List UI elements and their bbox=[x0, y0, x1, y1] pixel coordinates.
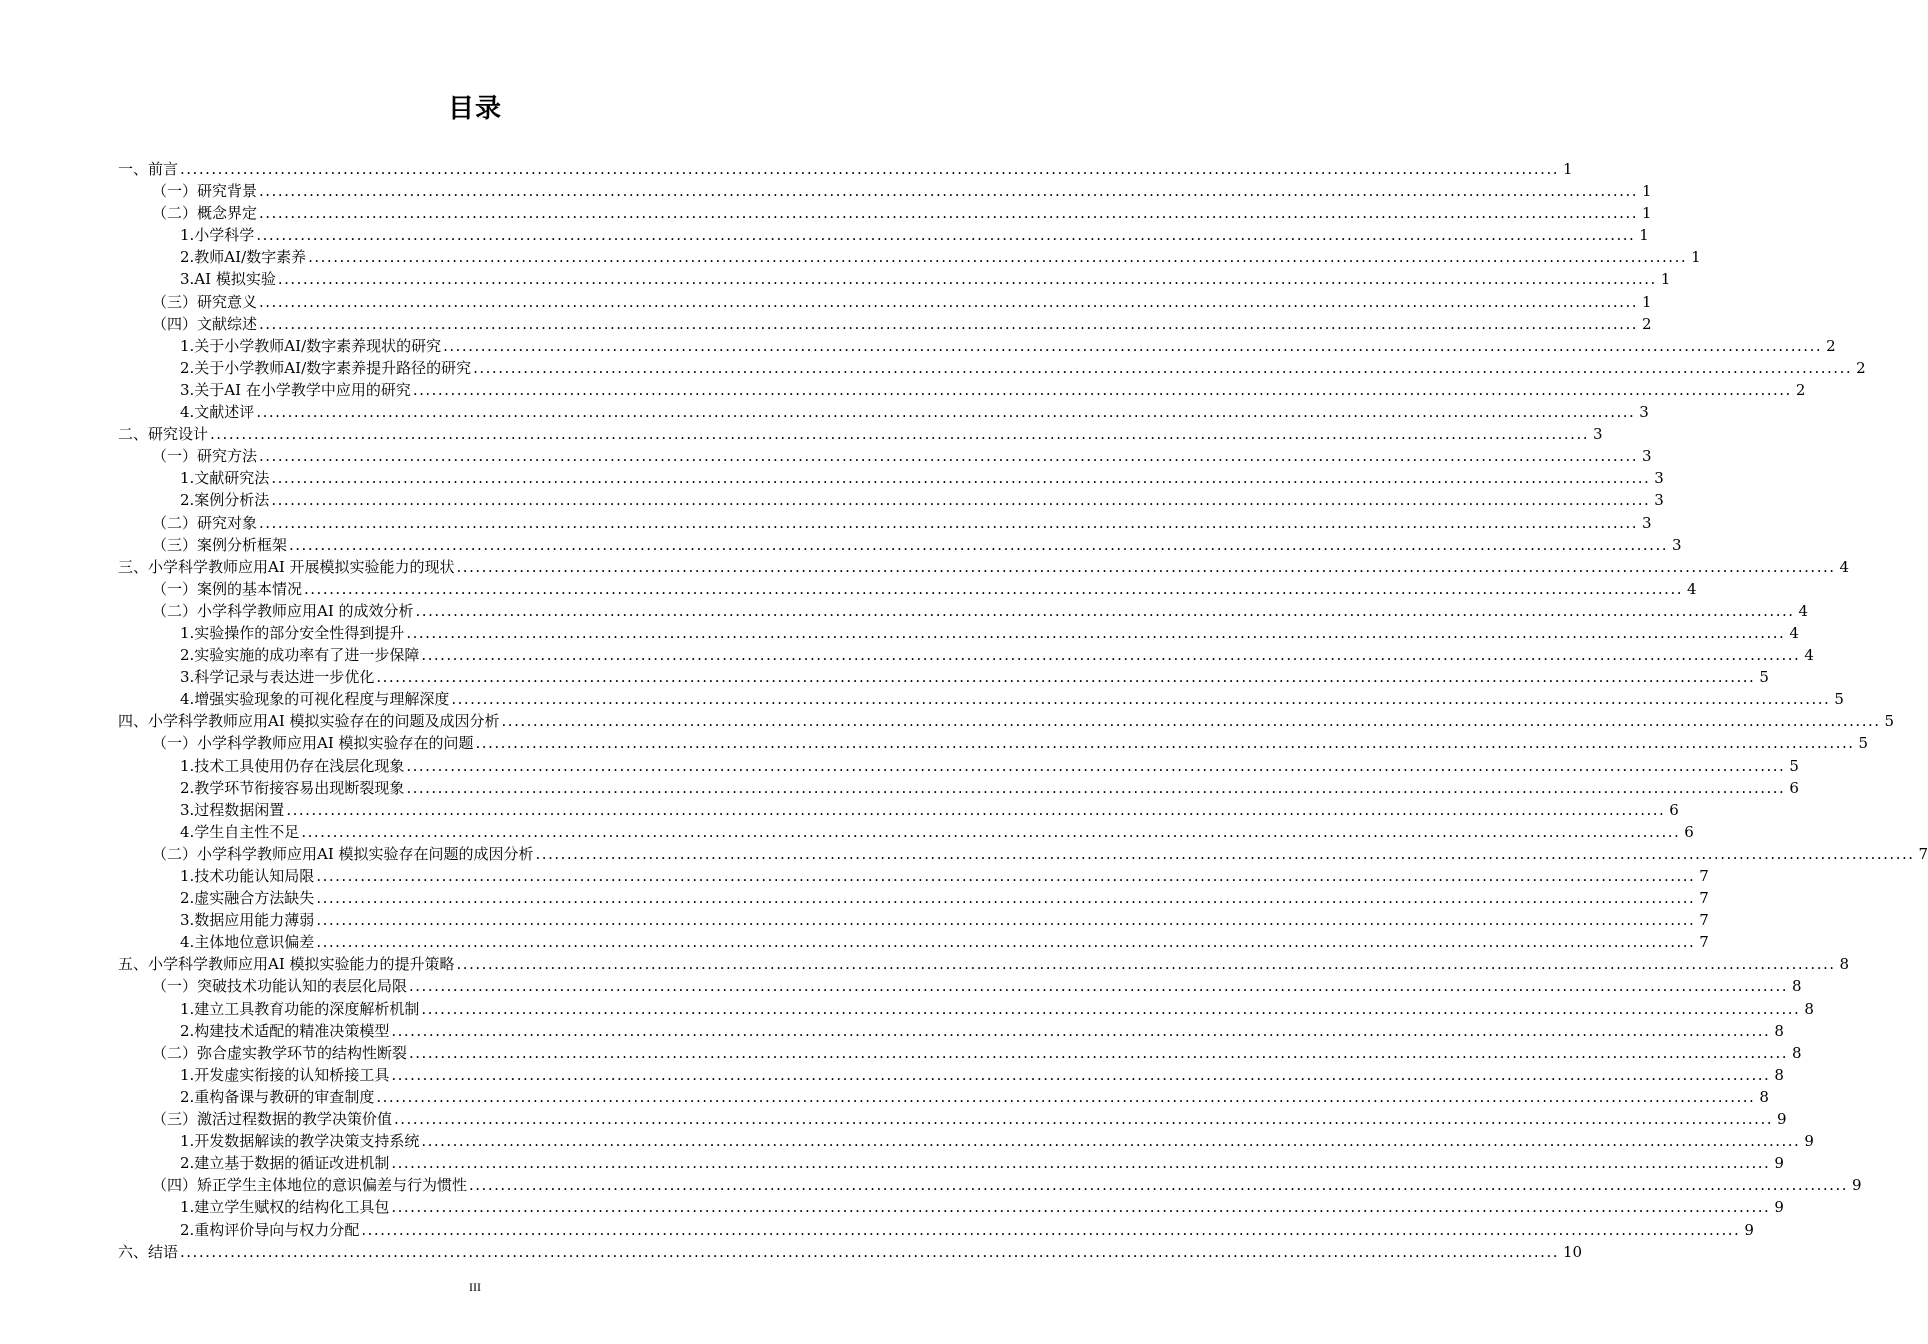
toc-entry-label: 3.AI 模拟实验 bbox=[180, 270, 276, 289]
toc-dot-leader: ............................................................................................................................................................................................................................ bbox=[421, 999, 1801, 1018]
toc-entry-level-3[interactable] bbox=[118, 467, 1664, 489]
toc-entry-page-number: 1 bbox=[1691, 248, 1701, 267]
toc-dot-leader: ............................................................................................................................................................................................................................ bbox=[391, 1065, 1771, 1084]
toc-dot-leader: ............................................................................................................................................................................................................................ bbox=[415, 601, 1795, 620]
toc-dot-leader: ............................................................................................................................................................................................................................ bbox=[456, 557, 1836, 576]
toc-entry-label: 4.主体地位意识偏差 bbox=[180, 933, 315, 952]
toc-entry-page-number: 9 bbox=[1777, 1110, 1787, 1129]
toc-dot-leader: ............................................................................................................................................................................................................................ bbox=[451, 690, 1831, 709]
toc-dot-leader: ............................................................................................................................................................................................................................ bbox=[361, 1220, 1741, 1239]
toc-entry-page-number: 5 bbox=[1789, 756, 1799, 775]
toc-entry-label: 2.教学环节衔接容易出现断裂现象 bbox=[180, 778, 405, 797]
toc-entry-level-1[interactable] bbox=[118, 158, 1573, 180]
toc-entry-level-2[interactable] bbox=[118, 1174, 1862, 1196]
toc-dot-leader: ............................................................................................................................................................................................................................ bbox=[376, 1087, 1756, 1106]
toc-entry-page-number: 5 bbox=[1759, 668, 1769, 687]
toc-entry-label: （三）研究意义 bbox=[152, 292, 258, 311]
toc-entry-page-number: 5 bbox=[1858, 734, 1869, 753]
toc-entry-page-number: 8 bbox=[1804, 999, 1814, 1018]
toc-entry-label: （一）小学科学教师应用AI 模拟实验存在的问题 bbox=[152, 734, 474, 753]
toc-entry-page-number: 5 bbox=[1834, 690, 1844, 709]
toc-entry-level-3[interactable] bbox=[118, 666, 1769, 688]
toc-dot-leader: ............................................................................................................................................................................................................................ bbox=[271, 469, 1651, 488]
toc-entry-level-2[interactable] bbox=[118, 202, 1652, 224]
toc-entry-page-number: 9 bbox=[1744, 1220, 1754, 1239]
toc-entry-page-number: 9 bbox=[1774, 1198, 1784, 1217]
toc-entry-label: （二）小学科学教师应用AI 模拟实验存在问题的成因分析 bbox=[152, 844, 534, 863]
toc-dot-leader: ............................................................................................................................................................................................................................ bbox=[406, 623, 1786, 642]
toc-entry-label: 2.重构备课与教研的审查制度 bbox=[180, 1087, 375, 1106]
toc-entry-page-number: 6 bbox=[1789, 778, 1799, 797]
toc-entry-label: 2.虚实融合方法缺失 bbox=[180, 889, 315, 908]
toc-entry-page-number: 3 bbox=[1642, 447, 1652, 466]
toc-dot-leader: ............................................................................................................................................................................................................................ bbox=[286, 800, 1666, 819]
toc-entry-level-3[interactable] bbox=[118, 1020, 1784, 1042]
page-number-footer: III bbox=[469, 1280, 481, 1294]
toc-entry-level-3[interactable] bbox=[118, 246, 1701, 268]
toc-entry-level-3[interactable] bbox=[118, 379, 1806, 401]
toc-entry-label: 2.实验实施的成功率有了进一步保障 bbox=[180, 646, 420, 665]
toc-dot-leader: ............................................................................................................................................................................................................................ bbox=[316, 889, 1696, 908]
toc-entry-label: 2.教师AI/数字素养 bbox=[180, 248, 307, 267]
toc-entry-page-number: 10 bbox=[1563, 1242, 1583, 1261]
toc-entry-page-number: 9 bbox=[1852, 1176, 1862, 1195]
toc-entry-level-3[interactable] bbox=[118, 998, 1814, 1020]
toc-entry-label: 1.实验操作的部分安全性得到提升 bbox=[180, 623, 405, 642]
toc-entry-level-2[interactable] bbox=[118, 600, 1809, 622]
toc-entry-label: （一）研究方法 bbox=[152, 447, 258, 466]
toc-entry-label: 1.技术工具使用仍存在浅层化现象 bbox=[180, 756, 405, 775]
toc-entry-label: 2.案例分析法 bbox=[180, 491, 270, 510]
toc-entry-page-number: 1 bbox=[1563, 160, 1573, 178]
toc-entry-label: （一）突破技术功能认知的表层化局限 bbox=[152, 977, 408, 996]
toc-dot-leader: ............................................................................................................................................................................................................................ bbox=[409, 977, 1788, 996]
toc-entry-level-2[interactable] bbox=[118, 313, 1652, 335]
toc-entry-page-number: 1 bbox=[1642, 292, 1652, 311]
toc-dot-leader: ............................................................................................................................................................................................................................ bbox=[469, 1176, 1848, 1195]
toc-dot-leader: ............................................................................................................................................................................................................................ bbox=[406, 756, 1786, 775]
toc-entry-label: 2.重构评价导向与权力分配 bbox=[180, 1220, 360, 1239]
toc-entry-page-number: 3 bbox=[1654, 469, 1664, 488]
toc-entry-page-number: 2 bbox=[1856, 358, 1866, 377]
toc-entry-level-1[interactable] bbox=[118, 1241, 1583, 1263]
toc-entry-label: 4.学生自主性不足 bbox=[180, 822, 300, 841]
toc-entry-page-number: 5 bbox=[1884, 712, 1895, 731]
toc-entry-page-number: 3 bbox=[1672, 535, 1682, 554]
toc-entry-level-2[interactable] bbox=[118, 180, 1652, 202]
toc-entry-label: （四）矫正学生主体地位的意识偏差与行为惯性 bbox=[152, 1176, 468, 1195]
toc-entry-level-1[interactable] bbox=[118, 710, 1895, 732]
toc-dot-leader: ............................................................................................................................................................................................................................ bbox=[391, 1198, 1771, 1217]
toc-entry-label: （二）弥合虚实教学环节的结构性断裂 bbox=[152, 1043, 408, 1062]
toc-entry-label: 2.建立基于数据的循证改进机制 bbox=[180, 1154, 390, 1173]
toc-entry-page-number: 3 bbox=[1639, 403, 1649, 422]
toc-entry-level-3[interactable] bbox=[118, 401, 1649, 423]
toc-entry-page-number: 1 bbox=[1642, 204, 1652, 223]
toc-dot-leader: ............................................................................................................................................................................................................................ bbox=[259, 447, 1638, 466]
toc-entry-level-2[interactable] bbox=[118, 843, 1928, 865]
toc-entry-page-number: 3 bbox=[1642, 513, 1652, 532]
toc-entry-level-2[interactable] bbox=[118, 732, 1869, 754]
toc-dot-leader: ............................................................................................................................................................................................................................ bbox=[180, 160, 1559, 178]
toc-entry-level-3[interactable] bbox=[118, 1152, 1784, 1174]
toc-entry-page-number: 2 bbox=[1795, 380, 1806, 399]
toc-entry-label: 4.增强实验现象的可视化程度与理解深度 bbox=[180, 690, 450, 709]
toc-entry-label: 二、研究设计 bbox=[118, 425, 209, 444]
toc-dot-leader: ............................................................................................................................................................................................................................ bbox=[259, 292, 1638, 311]
toc-entry-label: 3.关于AI 在小学教学中应用的研究 bbox=[180, 380, 411, 399]
toc-entry-label: 3.数据应用能力薄弱 bbox=[180, 911, 315, 930]
toc-entry-level-2[interactable] bbox=[118, 445, 1652, 467]
toc-entry-level-3[interactable] bbox=[118, 777, 1799, 799]
toc-dot-leader: ............................................................................................................................................................................................................................ bbox=[304, 579, 1683, 598]
toc-entry-level-3[interactable] bbox=[118, 1196, 1784, 1218]
toc-entry-level-3[interactable] bbox=[118, 865, 1709, 887]
toc-entry-level-3[interactable] bbox=[118, 931, 1709, 953]
toc-dot-leader: ............................................................................................................................................................................................................................ bbox=[256, 226, 1636, 245]
toc-entry-label: 1.开发虚实衔接的认知桥接工具 bbox=[180, 1065, 390, 1084]
toc-entry-page-number: 2 bbox=[1642, 314, 1652, 333]
toc-dot-leader: ............................................................................................................................................................................................................................ bbox=[259, 314, 1638, 333]
toc-dot-leader: ............................................................................................................................................................................................................................ bbox=[421, 1132, 1801, 1151]
toc-dot-leader: ............................................................................................................................................................................................................................ bbox=[277, 270, 1657, 289]
toc-entry-level-2[interactable] bbox=[118, 291, 1652, 313]
toc-entry-page-number: 8 bbox=[1759, 1087, 1769, 1106]
toc-entry-label: 三、小学科学教师应用AI 开展模拟实验能力的现状 bbox=[118, 557, 455, 576]
toc-entry-page-number: 8 bbox=[1774, 1021, 1784, 1040]
toc-entry-label: 1.文献研究法 bbox=[180, 469, 270, 488]
toc-dot-leader: ............................................................................................................................................................................................................................ bbox=[316, 867, 1696, 885]
toc-entry-page-number: 7 bbox=[1699, 933, 1709, 952]
toc-entry-level-3[interactable] bbox=[118, 489, 1664, 511]
toc-dot-leader: ............................................................................................................................................................................................................................ bbox=[409, 1043, 1788, 1062]
toc-entry-page-number: 6 bbox=[1669, 800, 1679, 819]
toc-entry-page-number: 7 bbox=[1699, 867, 1709, 885]
toc-entry-label: 1.技术功能认知局限 bbox=[180, 867, 315, 885]
toc-entry-level-3[interactable] bbox=[118, 1219, 1754, 1241]
toc-entry-page-number: 7 bbox=[1918, 844, 1928, 863]
toc-entry-label: 1.建立学生赋权的结构化工具包 bbox=[180, 1198, 390, 1217]
toc-entry-page-number: 9 bbox=[1804, 1132, 1814, 1151]
toc-entry-level-3[interactable] bbox=[118, 357, 1866, 379]
toc-entry-page-number: 7 bbox=[1699, 889, 1709, 908]
toc-entry-page-number: 9 bbox=[1774, 1154, 1784, 1173]
toc-entry-page-number: 8 bbox=[1839, 955, 1850, 974]
toc-entry-level-3[interactable] bbox=[118, 335, 1836, 357]
toc-entry-page-number: 4 bbox=[1798, 601, 1809, 620]
toc-entry-page-number: 4 bbox=[1804, 646, 1814, 665]
toc-entry-level-3[interactable] bbox=[118, 1130, 1814, 1152]
toc-entry-label: 1.开发数据解读的教学决策支持系统 bbox=[180, 1132, 420, 1151]
toc-dot-leader: ............................................................................................................................................................................................................................ bbox=[301, 822, 1681, 841]
toc-dot-leader: ............................................................................................................................................................................................................................ bbox=[316, 933, 1696, 952]
toc-entry-label: （一）案例的基本情况 bbox=[152, 579, 303, 598]
toc-entry-label: 四、小学科学教师应用AI 模拟实验存在的问题及成因分析 bbox=[118, 712, 500, 731]
toc-entry-level-3[interactable] bbox=[118, 755, 1799, 777]
toc-entry-page-number: 8 bbox=[1792, 1043, 1802, 1062]
toc-dot-leader: ............................................................................................................................................................................................................................ bbox=[308, 248, 1688, 267]
toc-entry-level-3[interactable] bbox=[118, 644, 1814, 666]
toc-entry-level-3[interactable] bbox=[118, 821, 1694, 843]
toc-entry-page-number: 3 bbox=[1593, 425, 1603, 444]
toc-dot-leader: ............................................................................................................................................................................................................................ bbox=[180, 1242, 1559, 1261]
toc-entry-label: 4.文献述评 bbox=[180, 403, 255, 422]
table-of-contents bbox=[118, 158, 1928, 1263]
toc-dot-leader: ............................................................................................................................................................................................................................ bbox=[456, 955, 1836, 974]
toc-dot-leader: ............................................................................................................................................................................................................................ bbox=[210, 425, 1589, 444]
toc-entry-level-2[interactable] bbox=[118, 512, 1652, 534]
toc-entry-label: （三）激活过程数据的教学决策价值 bbox=[152, 1110, 393, 1129]
toc-entry-label: （二）研究对象 bbox=[152, 513, 258, 532]
toc-title: 目录 bbox=[447, 94, 502, 124]
toc-entry-label: （二）小学科学教师应用AI 的成效分析 bbox=[152, 601, 414, 620]
toc-entry-label: 一、前言 bbox=[118, 160, 179, 178]
toc-entry-level-2[interactable] bbox=[118, 1042, 1802, 1064]
toc-dot-leader: ............................................................................................................................................................................................................................ bbox=[443, 336, 1823, 355]
toc-entry-label: 3.过程数据闲置 bbox=[180, 800, 285, 819]
toc-dot-leader: ............................................................................................................................................................................................................................ bbox=[376, 668, 1756, 687]
toc-entry-page-number: 2 bbox=[1826, 336, 1836, 355]
toc-entry-level-3[interactable] bbox=[118, 799, 1679, 821]
toc-dot-leader: ............................................................................................................................................................................................................................ bbox=[391, 1021, 1771, 1040]
toc-entry-label: （二）概念界定 bbox=[152, 204, 258, 223]
toc-dot-leader: ............................................................................................................................................................................................................................ bbox=[535, 844, 1915, 863]
toc-dot-leader: ............................................................................................................................................................................................................................ bbox=[259, 182, 1638, 201]
toc-entry-level-1[interactable] bbox=[118, 953, 1850, 975]
toc-entry-level-1[interactable] bbox=[118, 423, 1603, 445]
toc-entry-level-3[interactable] bbox=[118, 268, 1671, 290]
toc-dot-leader: ............................................................................................................................................................................................................................ bbox=[259, 204, 1638, 223]
toc-entry-page-number: 4 bbox=[1687, 579, 1697, 598]
toc-entry-label: 六、结语 bbox=[118, 1242, 179, 1261]
toc-entry-level-2[interactable] bbox=[118, 578, 1697, 600]
toc-entry-page-number: 4 bbox=[1839, 557, 1850, 576]
toc-entry-level-3[interactable] bbox=[118, 909, 1709, 931]
toc-entry-page-number: 1 bbox=[1639, 226, 1649, 245]
toc-entry-label: 五、小学科学教师应用AI 模拟实验能力的提升策略 bbox=[118, 955, 455, 974]
toc-entry-label: 2.关于小学教师AI/数字素养提升路径的研究 bbox=[180, 358, 472, 377]
toc-entry-page-number: 7 bbox=[1699, 911, 1709, 930]
toc-entry-level-2[interactable] bbox=[118, 975, 1802, 997]
toc-entry-page-number: 8 bbox=[1792, 977, 1802, 996]
toc-dot-leader: ............................................................................................................................................................................................................................ bbox=[501, 712, 1881, 731]
toc-entry-label: （三）案例分析框架 bbox=[152, 535, 288, 554]
toc-entry-level-3[interactable] bbox=[118, 688, 1844, 710]
toc-entry-level-2[interactable] bbox=[118, 1108, 1787, 1130]
toc-entry-label: 3.科学记录与表达进一步优化 bbox=[180, 668, 375, 687]
toc-entry-label: 1.建立工具教育功能的深度解析机制 bbox=[180, 999, 420, 1018]
toc-dot-leader: ............................................................................................................................................................................................................................ bbox=[256, 403, 1636, 422]
toc-entry-page-number: 8 bbox=[1774, 1065, 1784, 1084]
toc-entry-level-3[interactable] bbox=[118, 887, 1709, 909]
toc-dot-leader: ............................................................................................................................................................................................................................ bbox=[259, 513, 1638, 532]
toc-entry-page-number: 3 bbox=[1654, 491, 1664, 510]
toc-entry-page-number: 1 bbox=[1642, 182, 1652, 201]
toc-entry-level-3[interactable] bbox=[118, 1064, 1784, 1086]
toc-dot-leader: ............................................................................................................................................................................................................................ bbox=[289, 535, 1668, 554]
toc-entry-label: 1.关于小学教师AI/数字素养现状的研究 bbox=[180, 336, 442, 355]
toc-entry-level-3[interactable] bbox=[118, 622, 1799, 644]
toc-dot-leader: ............................................................................................................................................................................................................................ bbox=[412, 380, 1792, 399]
toc-dot-leader: ............................................................................................................................................................................................................................ bbox=[391, 1154, 1771, 1173]
toc-entry-label: 1.小学科学 bbox=[180, 226, 255, 245]
toc-entry-label: （四）文献综述 bbox=[152, 314, 258, 333]
toc-entry-page-number: 6 bbox=[1684, 822, 1694, 841]
toc-entry-page-number: 1 bbox=[1660, 270, 1671, 289]
toc-entry-level-3[interactable] bbox=[118, 1086, 1769, 1108]
toc-dot-leader: ............................................................................................................................................................................................................................ bbox=[473, 358, 1853, 377]
toc-dot-leader: ............................................................................................................................................................................................................................ bbox=[475, 734, 1855, 753]
toc-entry-label: 2.构建技术适配的精准决策模型 bbox=[180, 1021, 390, 1040]
toc-dot-leader: ............................................................................................................................................................................................................................ bbox=[271, 491, 1651, 510]
toc-entry-level-3[interactable] bbox=[118, 224, 1649, 246]
toc-entry-page-number: 4 bbox=[1789, 623, 1799, 642]
toc-entry-level-2[interactable] bbox=[118, 534, 1682, 556]
toc-dot-leader: ............................................................................................................................................................................................................................ bbox=[394, 1110, 1773, 1129]
toc-dot-leader: ............................................................................................................................................................................................................................ bbox=[316, 911, 1696, 930]
toc-dot-leader: ............................................................................................................................................................................................................................ bbox=[406, 778, 1786, 797]
toc-entry-label: （一）研究背景 bbox=[152, 182, 258, 201]
toc-dot-leader: ............................................................................................................................................................................................................................ bbox=[421, 646, 1801, 665]
toc-entry-level-1[interactable] bbox=[118, 556, 1850, 578]
